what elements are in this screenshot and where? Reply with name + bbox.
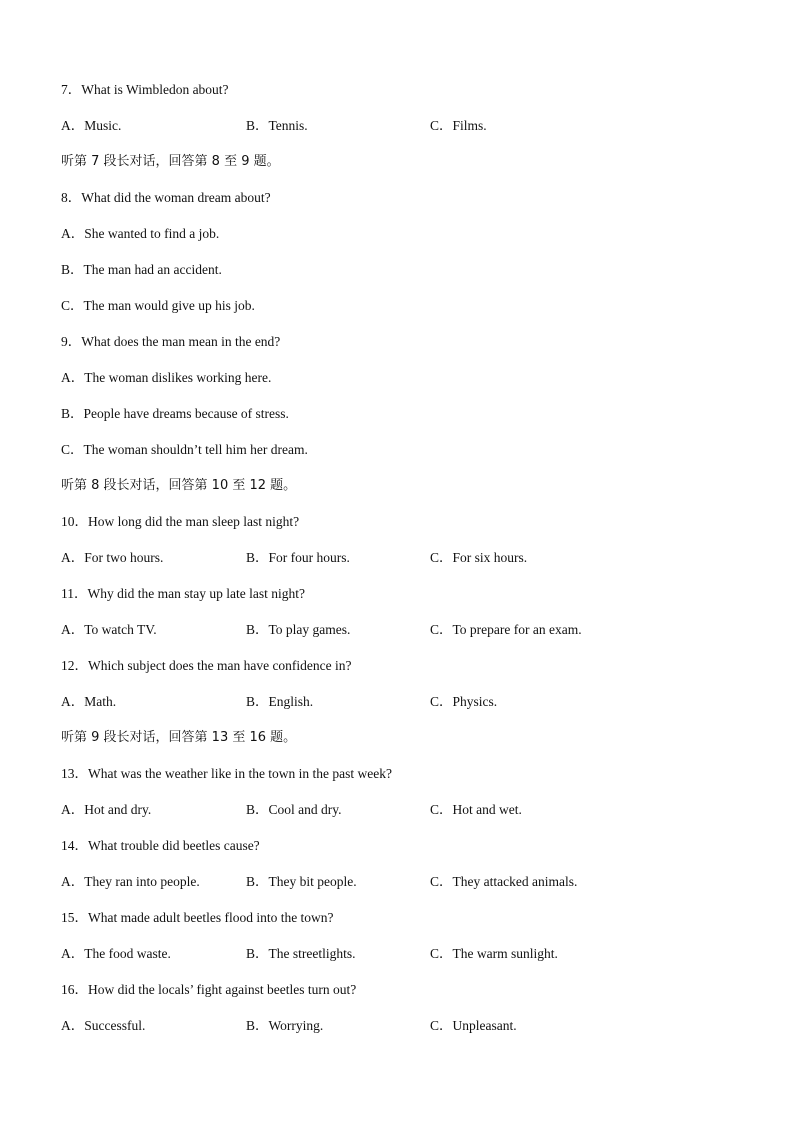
question-11-option-b: B．To play games. xyxy=(246,622,351,637)
question-13-option-a: A．Hot and dry. xyxy=(61,802,152,817)
question-10-option-a: A．For two hours. xyxy=(61,550,164,565)
question-15-option-a: A．The food waste. xyxy=(61,946,171,961)
question-14-option-a: A．They ran into people. xyxy=(61,874,200,889)
section-8-instruction: 听第 8 段长对话，回答第 10 至 12 题。 xyxy=(61,478,297,493)
question-7-option-c: C．Films. xyxy=(430,118,487,133)
question-15-stem: 15．What made adult beetles flood into the town? xyxy=(61,910,334,925)
question-14-option-b: B．They bit people. xyxy=(246,874,357,889)
question-15-option-c: C．The warm sunlight. xyxy=(430,946,558,961)
question-13-option-b: B．Cool and dry. xyxy=(246,802,342,817)
question-13-option-c: C．Hot and wet. xyxy=(430,802,522,817)
question-8-option-c: C．The man would give up his job. xyxy=(61,298,255,313)
question-13-stem: 13．What was the weather like in the town in the past week? xyxy=(61,766,393,781)
question-11-option-a: A．To watch TV. xyxy=(61,622,157,637)
question-10-option-c: C．For six hours. xyxy=(430,550,528,565)
question-8-option-a: A．She wanted to find a job. xyxy=(61,226,220,241)
section-7-instruction: 听第 7 段长对话，回答第 8 至 9 题。 xyxy=(61,154,280,169)
question-7-option-b: B．Tennis. xyxy=(246,118,308,133)
question-8-option-b: B．The man had an accident. xyxy=(61,262,222,277)
question-9-option-c: C．The woman shouldn’t tell him her dream. xyxy=(61,442,308,457)
question-11-stem: 11．Why did the man stay up late last night? xyxy=(61,586,305,601)
question-12-stem: 12．Which subject does the man have confidence in? xyxy=(61,658,352,673)
question-16-stem: 16．How did the locals’ fight against beetles turn out? xyxy=(61,982,357,997)
question-12-option-b: B．English. xyxy=(246,694,314,709)
question-14-option-c: C．They attacked animals. xyxy=(430,874,578,889)
question-16-option-c: C．Unpleasant. xyxy=(430,1018,517,1033)
question-12-option-a: A．Math. xyxy=(61,694,117,709)
section-9-instruction: 听第 9 段长对话，回答第 13 至 16 题。 xyxy=(61,730,297,745)
question-9-option-a: A．The woman dislikes working here. xyxy=(61,370,272,385)
question-16-option-b: B．Worrying. xyxy=(246,1018,324,1033)
question-7-option-a: A．Music. xyxy=(61,118,122,133)
question-15-option-b: B．The streetlights. xyxy=(246,946,356,961)
question-10-option-b: B．For four hours. xyxy=(246,550,350,565)
question-16-option-a: A．Successful. xyxy=(61,1018,146,1033)
question-12-option-c: C．Physics. xyxy=(430,694,498,709)
question-8-stem: 8．What did the woman dream about? xyxy=(61,190,271,205)
question-11-option-c: C．To prepare for an exam. xyxy=(430,622,582,637)
question-7-stem: 7．What is Wimbledon about? xyxy=(61,82,229,97)
question-14-stem: 14．What trouble did beetles cause? xyxy=(61,838,260,853)
question-9-option-b: B．People have dreams because of stress. xyxy=(61,406,289,421)
question-10-stem: 10．How long did the man sleep last night? xyxy=(61,514,300,529)
question-9-stem: 9．What does the man mean in the end? xyxy=(61,334,281,349)
